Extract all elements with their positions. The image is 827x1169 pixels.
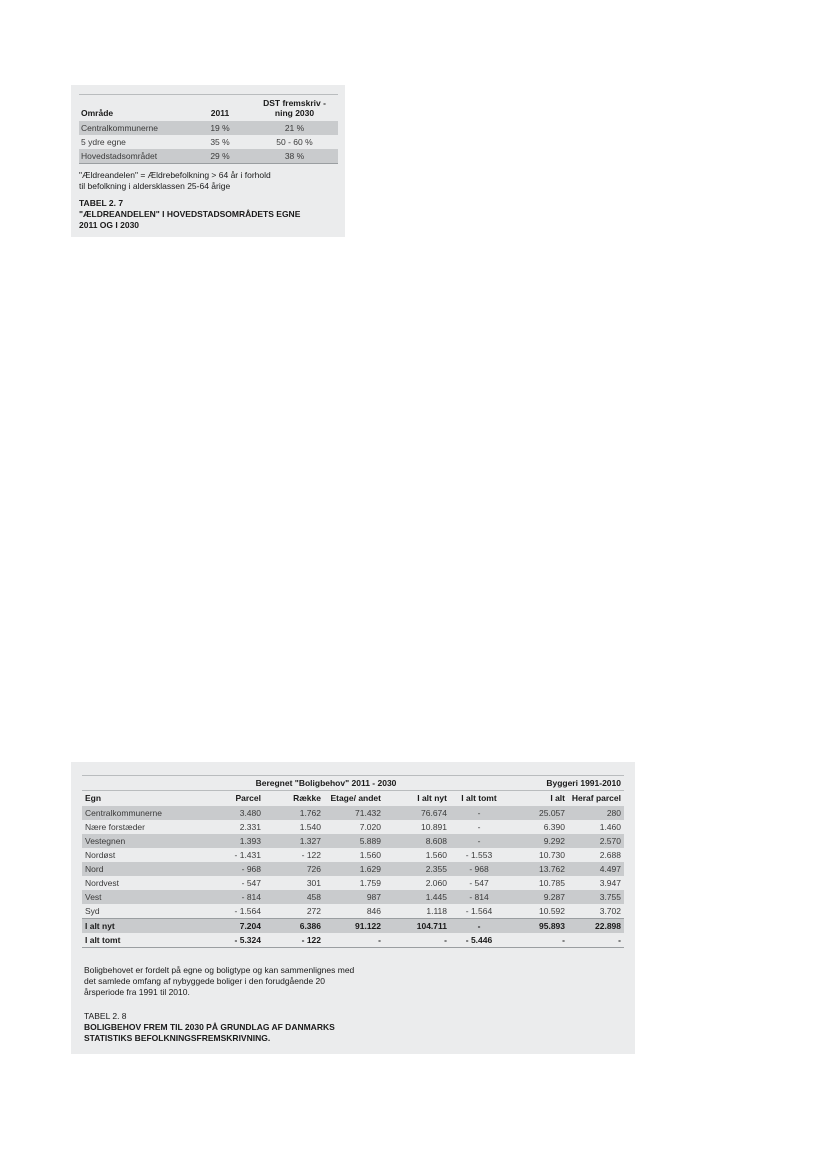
note-line: årsperiode fra 1991 til 2010. [84,987,190,997]
table-cell: 2.570 [568,834,624,848]
table-cell: 9.292 [508,834,568,848]
note-line: til befolkning i aldersklassen 25-64 årige [79,181,231,191]
table-cell: - [618,935,621,945]
table-cell: - 1.564 [465,906,493,916]
row-label: Nord [82,862,202,876]
table-cell: 25.057 [508,806,568,820]
table-cell: 71.432 [324,806,384,820]
caption-line: BOLIGBEHOV FREM TIL 2030 PÅ GRUNDLAG AF DANMARKS [84,1022,335,1032]
table-row [82,848,624,862]
note-line: Boligbehovet er fordelt på egne og boligtype og kan sammenlignes med [84,965,355,975]
table-cell: 5.889 [324,834,384,848]
table-cell: 95.893 [508,919,568,934]
table-cell: 50 - 60 % [276,137,313,147]
housing-need-table [82,775,624,948]
table-cell: - [444,935,447,945]
table-cell: 10.891 [421,822,447,832]
table-row [82,806,624,820]
table-cell: - 5.446 [465,935,493,945]
table-cell: 3.947 [599,878,621,888]
group-header-built: Byggeri 1991-2010 [508,776,624,791]
column-header: Parcel [235,793,261,803]
table-cell: 35 % [210,137,230,147]
table-cell: - 968 [450,862,508,876]
table-cell: 1.759 [359,878,381,888]
table-cell: 1.560 [425,850,447,860]
table-cell: - 968 [202,862,264,876]
row-label: Nære forstæder [85,822,145,832]
caption-line: "ÆLDREANDELEN" I HOVEDSTADSOMRÅDETS EGNE [79,209,301,219]
table-cell: - 814 [450,890,508,904]
table-cell: 3.702 [599,906,621,916]
column-header: I alt tomt [461,793,497,803]
group-header-need: Beregnet "Boligbehov" 2011 - 2030 [202,776,450,791]
table-cell: 272 [306,906,321,916]
table-2-8-panel [71,762,635,1054]
table-note [79,170,271,192]
table-cell: 987 [324,890,384,904]
table-cell: 21 % [251,121,338,135]
table-cell: 301 [306,878,321,888]
table-caption [79,198,300,231]
table-cell: 6.390 [543,822,565,832]
table-header-row [82,791,624,807]
row-label: I alt tomt [85,935,121,945]
table-cell: 3.755 [568,890,624,904]
table-cell: 38 % [251,149,338,164]
row-label: Nordvest [85,878,120,888]
table-cell: Centralkommunerne [79,121,189,135]
table-cell: 10.785 [539,878,565,888]
table-caption [84,1011,335,1044]
table-cell: 846 [366,906,381,916]
table-cell: - 1.431 [234,850,261,860]
table-cell: - [450,834,508,848]
table-cell: 9.287 [508,890,568,904]
table-cell: 1.327 [264,834,324,848]
column-header: I alt [550,793,565,803]
table-cell: 76.674 [384,806,450,820]
table-cell: 3.480 [202,806,264,820]
table-cell: - 547 [469,878,489,888]
table-cell: 19 % [189,121,251,135]
table-cell: 8.608 [384,834,450,848]
column-header: I alt nyt [417,793,447,803]
table-cell: 91.122 [324,919,384,934]
table-cell: - 547 [241,878,261,888]
row-label: Vestegnen [82,834,202,848]
row-label: Nordøst [85,850,116,860]
table-cell: 6.386 [264,919,324,934]
table-row [79,135,338,149]
elderly-share-table [79,94,338,164]
column-header: Område [81,108,114,118]
table-cell: 1.540 [299,822,321,832]
column-header: 2011 [210,108,230,118]
table-cell: - 1.553 [465,850,493,860]
total-row [82,919,624,934]
table-cell: - 814 [202,890,264,904]
table-cell: 13.762 [508,862,568,876]
table-cell: 4.497 [568,862,624,876]
table-cell: 2.331 [239,822,261,832]
table-cell: 1.460 [599,822,621,832]
table-cell: 2.688 [599,850,621,860]
table-row [82,890,624,904]
table-label: TABEL 2. 8 [84,1011,127,1021]
row-label: I alt nyt [82,919,202,934]
column-header: Heraf parcel [571,793,621,803]
group-header-row [82,776,624,791]
row-label: Syd [85,906,100,916]
table-cell: 726 [264,862,324,876]
table-cell: 7.204 [202,919,264,934]
column-header: Etage/ andet [330,793,381,803]
row-label: Centralkommunerne [82,806,202,820]
table-cell: 7.020 [359,822,381,832]
table-cell: 5 ydre egne [81,137,126,147]
table-cell: 1.762 [264,806,324,820]
table-cell: - [562,935,565,945]
note-line: "Ældreandelen" = Ældrebefolkning > 64 år i forhold [79,170,271,180]
table-cell: 1.560 [359,850,381,860]
table-cell: 280 [568,806,624,820]
table-cell: 1.629 [324,862,384,876]
table-cell: Hovedstadsområdet [79,149,189,164]
table-row [79,149,338,164]
table-cell: 104.711 [384,919,450,934]
table-row [82,862,624,876]
table-row [82,820,624,834]
table-row [79,121,338,135]
caption-line: 2011 OG I 2030 [79,220,140,230]
table-label: TABEL 2. 7 [79,198,124,208]
table-cell: - [378,935,381,945]
column-header: Egn [85,793,102,803]
table-note [84,965,354,998]
table-cell: 1.393 [202,834,264,848]
table-cell: - [450,919,508,934]
table-row [82,876,624,890]
column-header: Række [293,793,321,803]
table-cell: 1.445 [384,890,450,904]
table-body [82,806,624,948]
table-2-7-panel [71,85,345,237]
total-row [82,933,624,948]
table-cell: - [450,806,508,820]
table-cell: - 122 [301,935,321,945]
table-row [82,834,624,848]
table-cell: 2.060 [425,878,447,888]
group-spacer [82,776,202,791]
table-cell: 1.118 [426,906,447,916]
table-row [82,904,624,919]
table-cell: 10.592 [539,906,565,916]
caption-line: STATISTIKS BEFOLKNINGSFREMSKRIVNING. [84,1033,271,1043]
row-label: Vest [82,890,202,904]
note-line: det samlede omfang af nybyggede boliger i den forudgående 20 [84,976,326,986]
column-header: DST fremskriv - ning 2030 [263,98,326,118]
table-cell: - 5.324 [234,935,261,945]
table-cell: 22.898 [568,919,624,934]
table-cell: - 122 [301,850,321,860]
table-cell: 10.730 [539,850,565,860]
table-header-row [79,95,338,122]
table-cell: 458 [264,890,324,904]
group-spacer [450,776,508,791]
table-cell: 2.355 [384,862,450,876]
table-cell: - [477,822,481,832]
table-cell: - 1.564 [234,906,261,916]
table-cell: 29 % [189,149,251,164]
